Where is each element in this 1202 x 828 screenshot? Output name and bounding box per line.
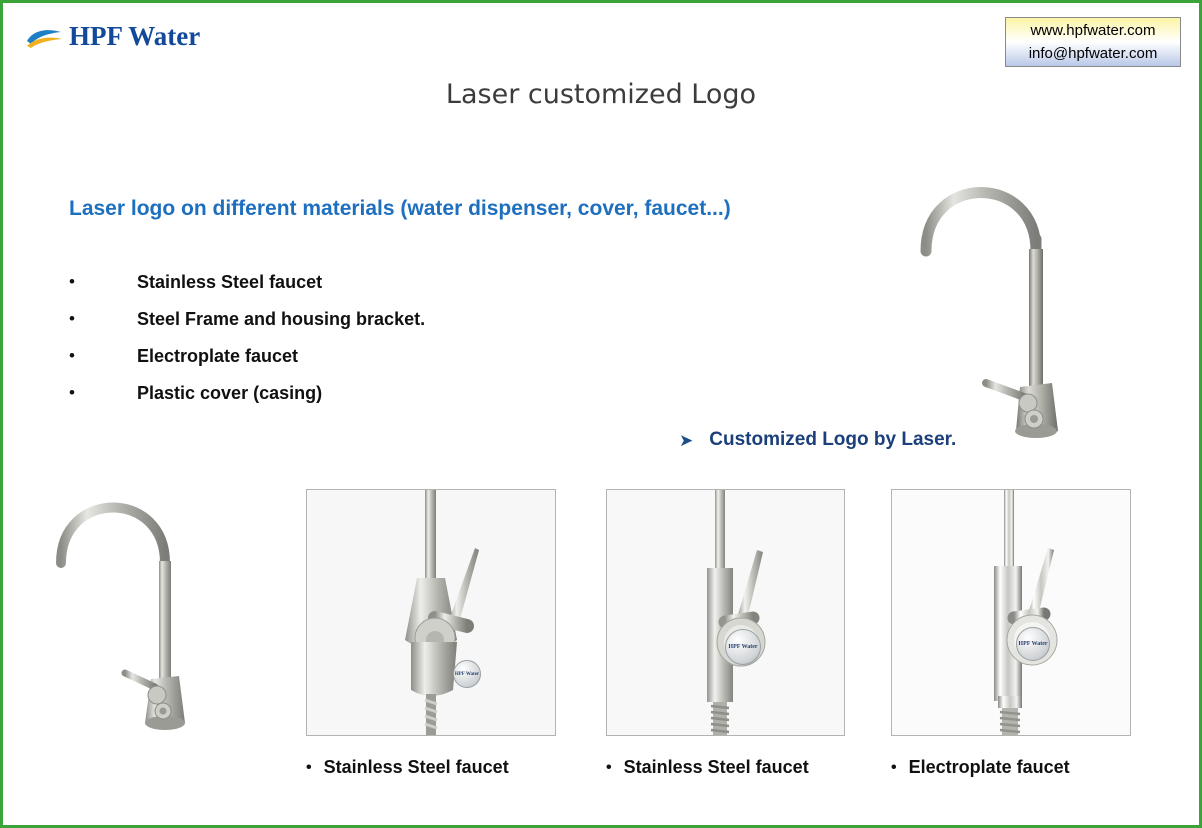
bullet-marker-icon: • bbox=[891, 758, 897, 776]
bullet-marker-icon: • bbox=[69, 309, 75, 328]
bullet-marker-icon: • bbox=[69, 383, 75, 402]
list-item-label: Stainless Steel faucet bbox=[137, 272, 323, 292]
logo-badge: HPF Water bbox=[725, 629, 761, 665]
faucet-illustration-top-right bbox=[908, 131, 1083, 456]
list-item-label: Plastic cover (casing) bbox=[137, 383, 323, 403]
logo-badge: HPF Water bbox=[453, 660, 481, 688]
website-text[interactable]: www.hpfwater.com bbox=[1006, 18, 1180, 42]
caption-photo-3 bbox=[891, 757, 1070, 778]
bullet-marker-icon: • bbox=[69, 272, 75, 291]
list-item-label: Electroplate faucet bbox=[137, 346, 299, 366]
section-subtitle: Laser logo on different materials (water dispenser, cover, faucet...) bbox=[69, 197, 731, 220]
list-item bbox=[69, 308, 629, 345]
electroplate-faucet-photo bbox=[891, 489, 1131, 736]
bullet-marker-icon: • bbox=[306, 758, 312, 776]
callout-label: Customized Logo by Laser. bbox=[709, 429, 957, 450]
caption-photo-2 bbox=[606, 757, 809, 778]
page-title: Laser customized Logo bbox=[445, 79, 757, 110]
list-item bbox=[69, 382, 629, 419]
list-item-label: Steel Frame and housing bracket. bbox=[137, 309, 426, 329]
stainless-steel-faucet-photo-1 bbox=[306, 489, 556, 736]
email-text[interactable]: info@hpfwater.com bbox=[1006, 42, 1180, 66]
brand-logo bbox=[25, 21, 200, 52]
bullet-marker-icon: • bbox=[69, 346, 75, 365]
list-item bbox=[69, 345, 629, 382]
brand-name: HPF Water bbox=[69, 21, 201, 51]
stainless-steel-faucet-photo-2 bbox=[606, 489, 845, 736]
caption-label: Stainless Steel faucet bbox=[323, 757, 509, 777]
bullet-marker-icon: • bbox=[606, 758, 612, 776]
caption-label: Stainless Steel faucet bbox=[623, 757, 809, 777]
faucet-illustration-bottom-left bbox=[47, 455, 207, 755]
logo-badge: HPF Water bbox=[1016, 627, 1050, 661]
contact-box bbox=[1005, 17, 1181, 67]
caption-label: Electroplate faucet bbox=[908, 757, 1070, 777]
bullet-list bbox=[69, 271, 629, 419]
wave-logo-icon bbox=[25, 22, 65, 52]
list-item bbox=[69, 271, 629, 308]
caption-photo-1 bbox=[306, 757, 509, 778]
arrow-marker-icon: ➤ bbox=[679, 430, 694, 450]
